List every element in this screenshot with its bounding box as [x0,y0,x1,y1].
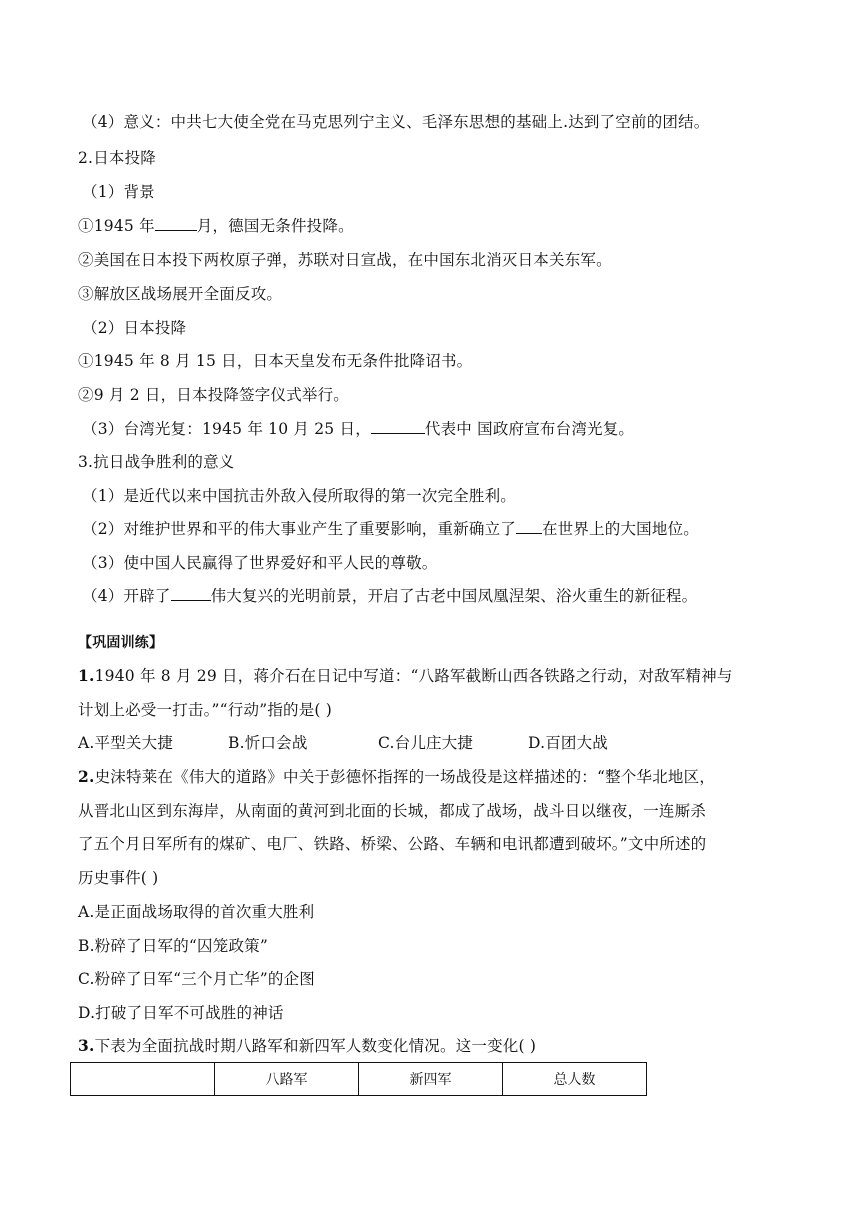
table-header-cell: 八路军 [215,1063,359,1096]
option-b[interactable]: B.粉碎了日军的“囚笼政策” [78,937,268,955]
option-d[interactable]: D.打破了日军不可战胜的神话 [78,1004,284,1022]
text-segment: （4）开辟了 [82,587,171,605]
text-segment: 代表中 国政府宣布台湾光复。 [424,420,635,438]
question-3-line [78,1036,536,1056]
text-line: （4）意义：中共七大使全党在马克思列宁主义、毛泽东思想的基础上.达到了空前的团结。 [82,113,710,131]
question-2-line: 从晋北山区到东海岸，从南面的黄河到北面的长城，都成了战场，战斗日以继夜，一连厮杀 [78,802,707,820]
question-2-line: 历史事件( ) [78,869,159,887]
text-segment: ①1945 年 [78,217,155,235]
text-segment: 伟大复兴的光明前景，开启了古老中国凤凰涅架、浴火重生的新征程。 [210,587,698,605]
text-line [82,419,634,439]
question-2-line [78,767,715,787]
text-line: （1）是近代以来中国抗击外敌入侵所取得的第一次完全胜利。 [82,487,516,505]
option-c[interactable]: C.粉碎了日军“三个月亡华”的企图 [78,970,315,988]
text-line: （1）背景 [82,183,155,201]
option-a[interactable]: A.是正面战场取得的首次重大胜利 [78,903,315,921]
question-1-options [78,733,608,753]
fill-blank [371,419,425,434]
text-line: （2）日本投降 [82,319,187,337]
text-line: ③解放区战场展开全面反攻。 [78,285,283,303]
option-c[interactable]: C.台儿庄大捷 [378,734,474,752]
question-number: 3. [78,1036,95,1055]
option-a[interactable]: A.平型关大捷 [78,734,174,752]
text-line [82,586,697,606]
text-segment: 月，德国无条件投降。 [196,217,354,235]
text-segment: 在世界上的大国地位。 [541,520,699,538]
question-number: 1. [78,666,95,685]
table-header-row [71,1063,647,1096]
text-segment: （2）对维护世界和平的伟大事业产生了重要影响，重新确立了 [82,520,516,538]
text-segment: 下表为全面抗战时期八路军和新四军人数变化情况。这一变化( ) [94,1037,537,1055]
fill-blank [516,519,542,534]
text-segment: 1940 年 8 月 29 日，蒋介石在日记中写道：“八路军截断山西各铁路之行动，对敌军精神与 [94,667,733,685]
question-2-line: 了五个月日军所有的煤矿、电厂、铁路、桥梁、公路、车辆和电讯都遭到破坏。”文中所述的 [78,835,707,853]
question-1-line: 计划上必受一打击。”“行动”指的是( ) [78,701,333,719]
text-line [82,519,699,539]
question-number: 2. [78,767,95,786]
text-segment: 史沫特莱在《伟大的道路》中关于彭德怀指挥的一场战役是这样描述的：“整个华北地区， [94,768,716,786]
fill-blank [155,216,197,231]
table-header-cell: 总人数 [503,1063,647,1096]
text-line [78,216,354,236]
text-line: ②美国在日本投下两枚原子弹，苏联对日宣战，在中国东北消灭日本关东军。 [78,251,612,269]
fill-blank [171,586,211,601]
table-header-cell [71,1063,215,1096]
text-line: ①1945 年 8 月 15 日，日本天皇发布无条件批降诏书。 [78,352,473,370]
troop-table [70,1062,647,1096]
subheading: 2.日本投降 [78,149,156,167]
section-heading: 【巩固训练】 [78,635,164,651]
table-header-cell: 新四军 [359,1063,503,1096]
option-b[interactable]: B.忻口会战 [228,734,308,752]
text-line: ②9 月 2 日，日本投降签字仪式举行。 [78,386,350,404]
text-line: （3）使中国人民赢得了世界爱好和平人民的尊敬。 [82,554,438,572]
text-segment: （3）台湾光复：1945 年 10 月 25 日， [82,420,371,438]
subheading: 3.抗日战争胜利的意义 [78,453,235,471]
question-1-line [78,666,733,686]
option-d[interactable]: D.百团大战 [528,734,609,752]
